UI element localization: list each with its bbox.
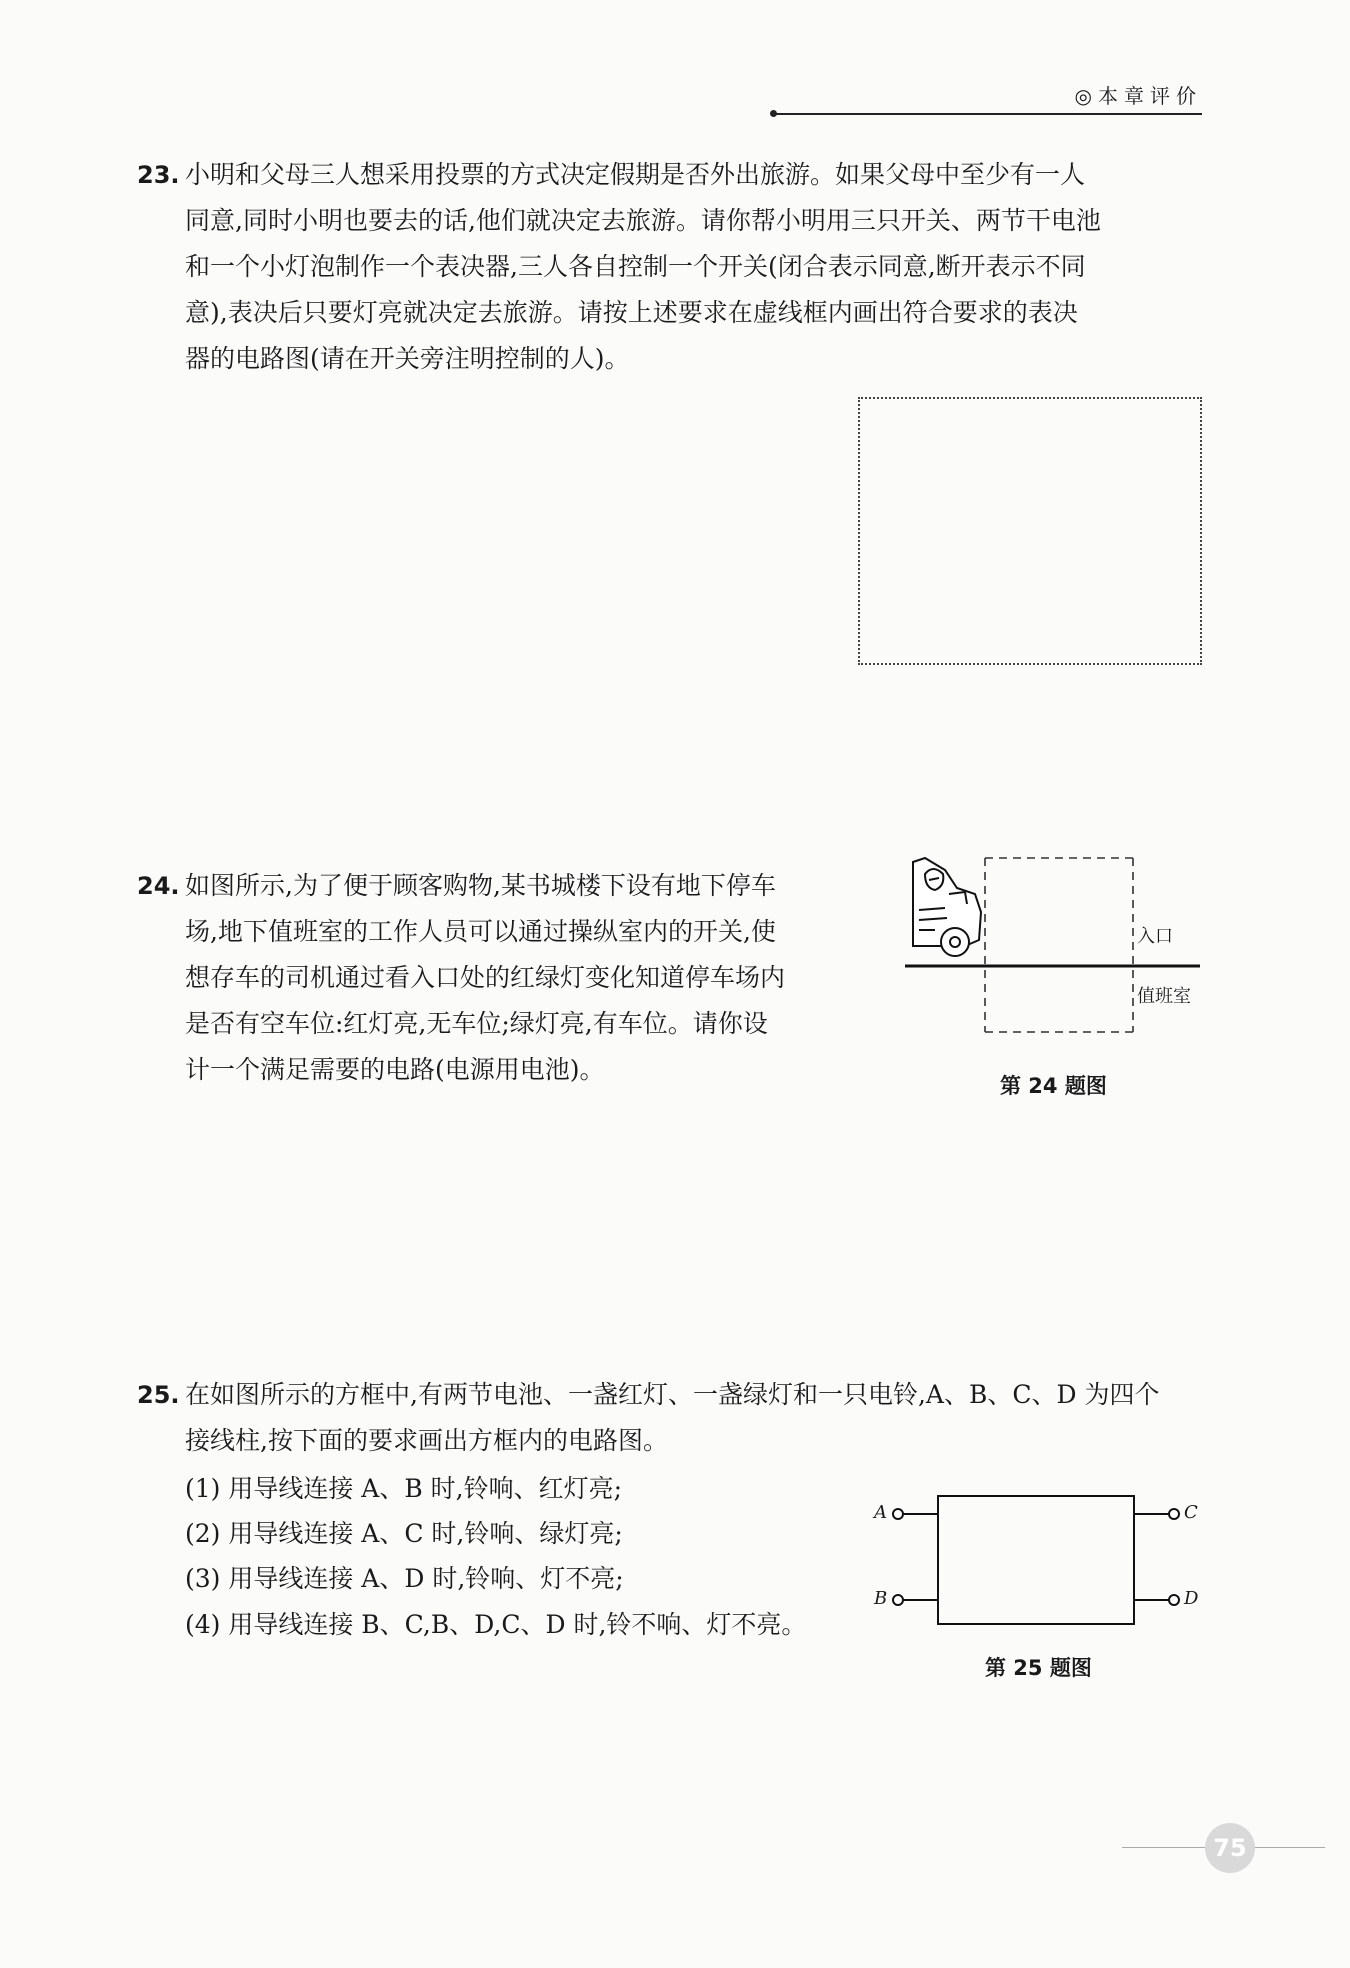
question-line: 场,地下值班室的工作人员可以通过操纵室内的开关,使 <box>185 917 776 946</box>
duty-room-label: 值班室 <box>1137 986 1191 1007</box>
chapter-header <box>770 76 1202 116</box>
terminal-b <box>893 1595 903 1605</box>
terminal-box-diagram <box>870 1480 1210 1640</box>
terminal-c <box>1169 1509 1179 1519</box>
header-rule <box>774 113 1202 115</box>
page-number: 75 <box>1205 1823 1255 1873</box>
question-25 <box>137 1372 1205 1464</box>
question-line: 接线柱,按下面的要求画出方框内的电路图。 <box>185 1426 668 1455</box>
building-outline <box>985 858 1133 1032</box>
question-line: 意),表决后只要灯亮就决定去旅游。请按上述要求在虚线框内画出符合要求的表决 <box>185 298 1078 327</box>
terminal-a <box>893 1509 903 1519</box>
figure-24-caption: 第 24 题图 <box>1000 1074 1107 1098</box>
chapter-title: ◎本章评价 <box>1074 84 1202 108</box>
requirement-item: (3) 用导线连接 A、D 时,铃响、灯不亮; <box>185 1564 624 1593</box>
question-line: 是否有空车位:红灯亮,无车位;绿灯亮,有车位。请你设 <box>185 1009 768 1038</box>
question-number: 24. <box>137 872 180 900</box>
answer-drawing-box <box>858 397 1202 665</box>
terminal-d <box>1169 1595 1179 1605</box>
page-number-rule-left <box>1122 1847 1205 1848</box>
question-24 <box>137 863 885 1093</box>
car-illustration <box>913 858 981 956</box>
terminal-a-label: A <box>874 1502 887 1523</box>
requirement-item: (4) 用导线连接 B、C,B、D,C、D 时,铃不响、灯不亮。 <box>185 1610 807 1639</box>
question-text <box>185 1372 1205 1464</box>
figure-25-caption: 第 25 题图 <box>985 1656 1092 1680</box>
question-number: 25. <box>137 1381 180 1409</box>
question-line: 如图所示,为了便于顾客购物,某书城楼下设有地下停车 <box>185 871 776 900</box>
question-line: 想存车的司机通过看入口处的红绿灯变化知道停车场内 <box>185 963 786 992</box>
terminal-c-label: C <box>1184 1502 1198 1523</box>
question-line: 在如图所示的方框中,有两节电池、一盏红灯、一盏绿灯和一只电铃,A、B、C、D 为四个 <box>185 1380 1160 1409</box>
parking-figure <box>905 850 1205 1040</box>
terminal-box-figure <box>870 1480 1210 1640</box>
terminal-b-label: B <box>874 1588 888 1609</box>
entrance-label: 入口 <box>1137 926 1173 947</box>
circuit-box <box>938 1496 1134 1624</box>
terminal-d-label: D <box>1184 1588 1199 1609</box>
question-line: 和一个小灯泡制作一个表决器,三人各自控制一个开关(闭合表示同意,断开表示不同 <box>185 252 1086 281</box>
question-number: 23. <box>137 161 180 189</box>
requirement-item: (1) 用导线连接 A、B 时,铃响、红灯亮; <box>185 1474 623 1503</box>
question-line: 小明和父母三人想采用投票的方式决定假期是否外出旅游。如果父母中至少有一人 <box>185 160 1086 189</box>
page-number-rule-right <box>1255 1847 1325 1848</box>
requirement-item: (2) 用导线连接 A、C 时,铃响、绿灯亮; <box>185 1519 623 1548</box>
question-line: 计一个满足需要的电路(电源用电池)。 <box>185 1055 605 1084</box>
question-line: 同意,同时小明也要去的话,他们就决定去旅游。请你帮小明用三只开关、两节干电池 <box>185 206 1101 235</box>
question-line: 器的电路图(请在开关旁注明控制的人)。 <box>185 344 630 373</box>
question-text <box>185 152 1205 382</box>
question-text <box>185 863 885 1093</box>
question-23 <box>137 152 1205 382</box>
